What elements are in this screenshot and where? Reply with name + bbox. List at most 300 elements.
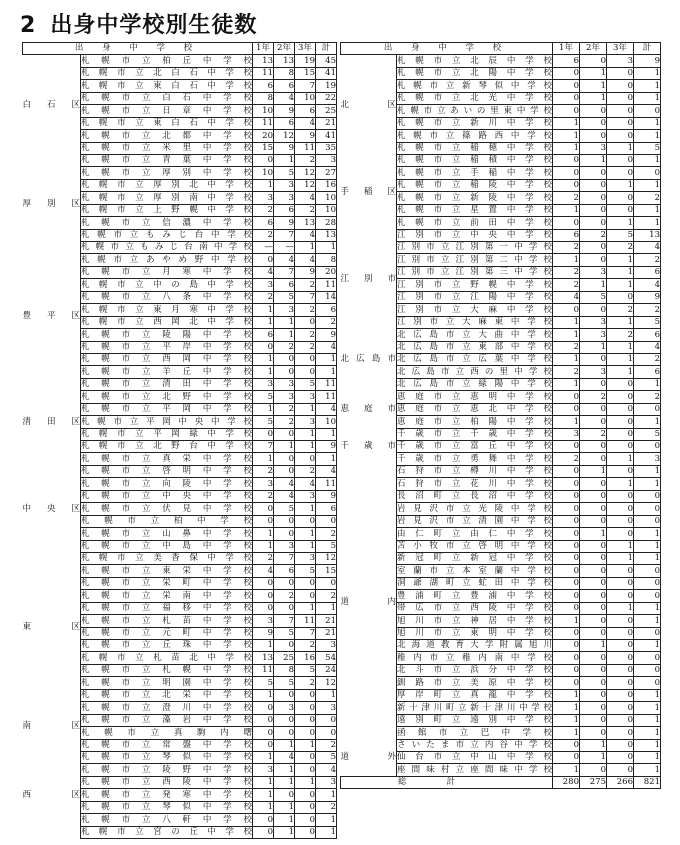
year2-count: 0: [580, 652, 607, 664]
year2-count: 0: [274, 515, 295, 527]
year1-count: 0: [553, 552, 580, 564]
year1-count: 0: [553, 739, 580, 751]
year2-count: 1: [580, 739, 607, 751]
year2-count: 0: [580, 727, 607, 739]
year3-count: 0: [607, 105, 634, 117]
school-name: 札幌市立丘珠中学校: [81, 640, 252, 651]
year3-count: 15: [295, 67, 316, 79]
year2-count: 8: [274, 664, 295, 676]
year1-count: 6: [253, 217, 274, 229]
row-total: 1: [316, 366, 337, 378]
year3-count: 0: [295, 577, 316, 589]
school-name: 札幌市立北野台中学校: [81, 441, 252, 452]
school-name: 札幌市立山鼻中学校: [81, 528, 252, 539]
row-total: 5: [316, 540, 337, 552]
school-name: 旭川市立東明中学校: [397, 628, 552, 639]
row-total: 21: [316, 627, 337, 639]
row-total: 1: [634, 727, 661, 739]
year1-count: 5: [253, 677, 274, 689]
year2-count: 0: [580, 490, 607, 502]
year2-count: 7: [274, 615, 295, 627]
year3-count: 0: [607, 465, 634, 477]
year3-count: 1: [607, 552, 634, 564]
row-total: 1: [634, 416, 661, 428]
district-label: 白石区: [23, 55, 81, 155]
row-total: 21: [316, 615, 337, 627]
grand-total-sum: 821: [634, 776, 661, 788]
row-total: 25: [316, 105, 337, 117]
table-row: [23, 154, 337, 166]
year1-count: 1: [253, 751, 274, 763]
row-total: 1: [634, 528, 661, 540]
year3-count: 3: [295, 391, 316, 403]
row-total: 19: [316, 80, 337, 92]
year1-count: 0: [553, 751, 580, 763]
row-total: 1: [634, 751, 661, 763]
year3-count: 3: [295, 552, 316, 564]
district-label: 北広島市: [341, 329, 397, 391]
year3-count: 0: [607, 528, 634, 540]
year3-count: 10: [295, 92, 316, 104]
table-row: [341, 229, 661, 241]
row-total: 1: [634, 465, 661, 477]
row-total: 1: [634, 615, 661, 627]
district-label: 南区: [23, 702, 81, 752]
section-number: 2: [20, 13, 37, 38]
row-total: 9: [634, 291, 661, 303]
row-total: 3: [316, 640, 337, 652]
year1-count: 1: [553, 702, 580, 714]
school-name: 札幌市立信濃中学校: [81, 217, 252, 228]
district-label: 西区: [23, 751, 81, 838]
year1-count: 0: [553, 67, 580, 79]
row-total: 11: [316, 478, 337, 490]
row-total: 11: [316, 378, 337, 390]
year2-count: 0: [580, 403, 607, 415]
year2-count: 0: [580, 217, 607, 229]
year2-count: 3: [580, 366, 607, 378]
school-name: 札幌市立平岡緑中学校: [81, 429, 252, 440]
year3-count: 1: [607, 266, 634, 278]
row-total: 1: [634, 540, 661, 552]
row-total: 35: [316, 142, 337, 154]
school-name: 札幌市立手稲中学校: [397, 167, 552, 178]
year1-count: 0: [553, 403, 580, 415]
year3-count: 0: [607, 503, 634, 515]
school-name: 札幌市立もみじ台中学校: [81, 230, 252, 241]
school-name: 札幌市立栄南中学校: [81, 590, 252, 601]
row-total: 12: [316, 552, 337, 564]
school-name: 札幌市立琴似中学校: [81, 752, 252, 763]
school-name: 恵庭市立恵北中学校: [397, 404, 552, 415]
year2-count: 0: [580, 453, 607, 465]
year2-count: 4: [274, 490, 295, 502]
year3-count: 0: [607, 80, 634, 92]
school-name: 江別市立野幌中学校: [397, 279, 552, 290]
year2-count: 1: [274, 826, 295, 838]
school-name: 札幌市立発寒中学校: [81, 789, 252, 800]
year3-count: 4: [295, 478, 316, 490]
year1-count: 0: [253, 341, 274, 353]
year3-count: 1: [607, 279, 634, 291]
row-total: 1: [634, 764, 661, 776]
year1-count: 6: [553, 229, 580, 241]
year1-count: 0: [253, 714, 274, 726]
header-total: 計: [316, 43, 337, 55]
year1-count: 2: [253, 291, 274, 303]
year2-count: 0: [580, 167, 607, 179]
year1-count: 1: [253, 316, 274, 328]
school-name: 江別市立中央中学校: [397, 230, 552, 241]
school-name: 札幌市立真栄中学校: [81, 453, 252, 464]
school-name: 札幌市立元町中学校: [81, 628, 252, 639]
year1-count: 0: [253, 503, 274, 515]
year2-count: 0: [580, 254, 607, 266]
row-total: 21: [316, 117, 337, 129]
year2-count: 2: [274, 341, 295, 353]
school-name: 札幌市立八軒中学校: [81, 814, 252, 825]
year3-count: 5: [607, 229, 634, 241]
row-total: 1: [634, 92, 661, 104]
school-name: 旭川市立神居中学校: [397, 615, 552, 626]
row-total: 3: [316, 776, 337, 788]
row-total: 1: [634, 378, 661, 390]
year2-count: 0: [580, 242, 607, 254]
year2-count: 1: [580, 528, 607, 540]
row-total: 11: [316, 391, 337, 403]
year1-count: 2: [553, 242, 580, 254]
district-label: 道内: [341, 465, 397, 739]
row-total: 1: [316, 602, 337, 614]
right-school-table: [340, 42, 661, 789]
row-total: 1: [634, 80, 661, 92]
year1-count: 0: [553, 640, 580, 652]
year1-count: 10: [253, 105, 274, 117]
year2-count: 9: [274, 105, 295, 117]
year3-count: 0: [295, 453, 316, 465]
year1-count: 1: [253, 304, 274, 316]
header-year3: 3年: [607, 43, 634, 55]
year3-count: 12: [295, 167, 316, 179]
row-total: 1: [316, 453, 337, 465]
year2-count: 0: [580, 478, 607, 490]
row-total: 0: [634, 441, 661, 453]
district-label: 東区: [23, 552, 81, 701]
row-total: 0: [634, 652, 661, 664]
year3-count: 2: [295, 640, 316, 652]
year2-count: 0: [274, 366, 295, 378]
year3-count: 1: [607, 366, 634, 378]
year2-count: 2: [580, 391, 607, 403]
school-name: 岩見沢市立光陵中学校: [397, 503, 552, 514]
year3-count: 4: [295, 229, 316, 241]
row-total: 1: [634, 689, 661, 701]
school-name: 札幌市立厚別北中学校: [81, 180, 252, 191]
year1-count: 0: [553, 515, 580, 527]
row-total: 54: [316, 652, 337, 664]
school-name: 座間味村立座間味中学校: [397, 764, 552, 775]
year1-count: 1: [553, 727, 580, 739]
school-name: 札幌市立明園中学校: [81, 677, 252, 688]
year2-count: 6: [274, 279, 295, 291]
year2-count: 4: [274, 92, 295, 104]
row-total: 1: [634, 217, 661, 229]
year3-count: 0: [607, 378, 634, 390]
row-total: 0: [316, 515, 337, 527]
school-name: 札幌市立新琴似中学校: [397, 80, 552, 91]
year3-count: 1: [607, 142, 634, 154]
row-total: 9: [316, 490, 337, 502]
district-label: 厚別区: [23, 154, 81, 254]
district-label: 道外: [341, 739, 397, 776]
school-name: 札幌市立北栄中学校: [81, 690, 252, 701]
year3-count: 0: [607, 92, 634, 104]
row-total: 10: [316, 192, 337, 204]
year3-count: 1: [295, 602, 316, 614]
row-total: 9: [316, 329, 337, 341]
row-total: 0: [634, 590, 661, 602]
year2-count: 1: [274, 154, 295, 166]
school-name: 帯広市立西陵中学校: [397, 603, 552, 614]
year3-count: 3: [295, 490, 316, 502]
year3-count: 2: [607, 242, 634, 254]
year1-count: 0: [253, 602, 274, 614]
year2-count: 0: [580, 627, 607, 639]
school-name: 札幌市立栄町中学校: [81, 578, 252, 589]
year2-count: 13: [274, 55, 295, 67]
year2-count: 0: [580, 105, 607, 117]
year3-count: 0: [607, 565, 634, 577]
year2-count: 1: [580, 465, 607, 477]
row-total: 0: [634, 664, 661, 676]
row-total: 0: [634, 565, 661, 577]
school-name: 札幌市立北野中学校: [81, 391, 252, 402]
year3-count: 11: [295, 615, 316, 627]
year1-count: 1: [553, 615, 580, 627]
row-total: 9: [634, 55, 661, 67]
year2-count: 1: [580, 640, 607, 652]
year1-count: 2: [253, 204, 274, 216]
school-name: 札幌市立北都中学校: [81, 130, 252, 141]
school-name: 新十津川町立新十津川中学校: [397, 702, 552, 713]
school-name: 札幌市立札幌中学校: [81, 665, 252, 676]
year1-count: 3: [253, 764, 274, 776]
year3-count: 2: [295, 204, 316, 216]
year2-count: 7: [274, 229, 295, 241]
year3-count: 2: [295, 304, 316, 316]
header-school: 出 身 中 学 校: [23, 43, 253, 55]
year1-count: 1: [553, 329, 580, 341]
school-name: 札幌市立東白石中学校: [81, 80, 252, 91]
table-row: [23, 702, 337, 714]
year1-count: 0: [553, 528, 580, 540]
year2-count: 6: [274, 80, 295, 92]
year3-count: 4: [295, 192, 316, 204]
year3-count: 0: [607, 652, 634, 664]
row-total: 1: [634, 739, 661, 751]
year2-count: 3: [274, 304, 295, 316]
row-total: 8: [316, 254, 337, 266]
year3-count: 0: [607, 764, 634, 776]
row-total: 2: [634, 254, 661, 266]
year2-count: —: [274, 242, 295, 254]
row-total: 1: [316, 428, 337, 440]
year3-count: 0: [607, 441, 634, 453]
year2-count: 5: [274, 503, 295, 515]
row-total: 10: [316, 204, 337, 216]
row-total: 4: [634, 242, 661, 254]
year2-count: 0: [580, 714, 607, 726]
year3-count: 2: [607, 304, 634, 316]
row-total: 1: [634, 117, 661, 129]
year2-count: 0: [580, 565, 607, 577]
year3-count: 0: [295, 814, 316, 826]
year2-count: 5: [580, 291, 607, 303]
year2-count: 3: [580, 142, 607, 154]
year2-count: 6: [274, 204, 295, 216]
year1-count: 4: [253, 266, 274, 278]
school-name: 札幌市立厚別南中学校: [81, 192, 252, 203]
year2-count: 6: [274, 117, 295, 129]
year3-count: 7: [295, 627, 316, 639]
year2-count: 0: [580, 515, 607, 527]
school-name: 札幌市立東栄中学校: [81, 565, 252, 576]
year2-count: 3: [580, 329, 607, 341]
year2-count: 0: [580, 179, 607, 191]
year2-count: 2: [274, 590, 295, 602]
school-name: 長沼町立長沼中学校: [397, 491, 552, 502]
year2-count: 0: [274, 453, 295, 465]
year2-count: 0: [580, 764, 607, 776]
row-total: 0: [316, 727, 337, 739]
year2-count: 3: [274, 540, 295, 552]
year3-count: 1: [607, 453, 634, 465]
year1-count: 0: [253, 515, 274, 527]
year3-count: 0: [607, 515, 634, 527]
year3-count: 0: [607, 391, 634, 403]
row-total: 4: [316, 465, 337, 477]
row-total: 0: [634, 503, 661, 515]
year3-count: 0: [295, 515, 316, 527]
table-row: [341, 465, 661, 477]
school-name: 千歳市立富丘中学校: [397, 441, 552, 452]
school-name: 石狩市立樽川中学校: [397, 466, 552, 477]
year1-count: 2: [553, 341, 580, 353]
year3-count: 0: [607, 751, 634, 763]
school-name: 札幌市立あいの里東中学校: [397, 105, 552, 116]
school-name: 札幌市立平岡中央中学校: [81, 416, 252, 427]
table-row: [341, 154, 661, 166]
school-name: 厚岸町立真龍中学校: [397, 690, 552, 701]
grand-total-year1: 280: [553, 776, 580, 788]
year3-count: 0: [607, 689, 634, 701]
year3-count: 0: [607, 702, 634, 714]
year2-count: 7: [274, 266, 295, 278]
year1-count: 1: [253, 540, 274, 552]
district-label: 中央区: [23, 465, 81, 552]
school-name: 遠別町立遠別中学校: [397, 715, 552, 726]
school-name: 北斗市立浜分中学校: [397, 665, 552, 676]
school-name: 札幌市立伏見中学校: [81, 503, 252, 514]
year3-count: 1: [295, 528, 316, 540]
year1-count: 0: [253, 702, 274, 714]
row-total: 1: [634, 204, 661, 216]
year3-count: 0: [607, 67, 634, 79]
year1-count: 1: [553, 689, 580, 701]
school-name: 由仁町立由仁中学校: [397, 528, 552, 539]
school-name: 札幌市立前田中学校: [397, 217, 552, 228]
year1-count: 2: [253, 490, 274, 502]
year1-count: 1: [553, 117, 580, 129]
year3-count: 2: [295, 677, 316, 689]
year1-count: 0: [553, 664, 580, 676]
year3-count: 2: [295, 154, 316, 166]
year2-count: 1: [580, 67, 607, 79]
year3-count: 0: [607, 714, 634, 726]
year2-count: 3: [274, 391, 295, 403]
year3-count: 5: [295, 664, 316, 676]
year3-count: 0: [295, 826, 316, 838]
year3-count: 1: [607, 341, 634, 353]
year3-count: 1: [295, 403, 316, 415]
title-text: 出身中学校別生徒数: [50, 13, 258, 38]
year2-count: 2: [274, 416, 295, 428]
year1-count: 0: [553, 627, 580, 639]
table-row: [23, 55, 337, 67]
year2-count: 25: [274, 652, 295, 664]
year2-count: 0: [580, 416, 607, 428]
row-total: 2: [316, 801, 337, 813]
school-name: 札幌市立澄川中学校: [81, 702, 252, 713]
year2-count: 1: [580, 279, 607, 291]
school-name: 稚内市立稚内南中学校: [397, 652, 552, 663]
year1-count: 6: [253, 329, 274, 341]
school-name: 札幌市立上野幌中学校: [81, 205, 252, 216]
year2-count: 0: [580, 441, 607, 453]
school-name: 札幌市立新陵中学校: [397, 192, 552, 203]
row-total: 41: [316, 130, 337, 142]
year1-count: 1: [253, 640, 274, 652]
header-year1: 1年: [553, 43, 580, 55]
school-name: 岩見沢市立清園中学校: [397, 516, 552, 527]
year3-count: 0: [295, 801, 316, 813]
year1-count: 1: [253, 776, 274, 788]
year1-count: 4: [553, 291, 580, 303]
school-name: 豊浦町立豊浦中学校: [397, 590, 552, 601]
school-name: 釧路市立美原中学校: [397, 677, 552, 688]
grand-total-year2: 275: [580, 776, 607, 788]
row-total: 0: [634, 490, 661, 502]
year2-count: 0: [580, 664, 607, 676]
year1-count: 1: [553, 378, 580, 390]
header-year3: 3年: [295, 43, 316, 55]
grand-total-row: [341, 776, 661, 788]
school-name: 札幌市立西岡中学校: [81, 354, 252, 365]
year3-count: 1: [607, 254, 634, 266]
row-total: 1: [316, 689, 337, 701]
year2-count: 1: [274, 739, 295, 751]
year1-count: 0: [253, 739, 274, 751]
school-name: 洞爺湖町立虻田中学校: [397, 578, 552, 589]
district-label: 恵庭市: [341, 391, 397, 428]
year1-count: 0: [253, 826, 274, 838]
year3-count: 0: [295, 727, 316, 739]
row-total: 1: [634, 154, 661, 166]
year2-count: 5: [274, 167, 295, 179]
year1-count: —: [253, 242, 274, 254]
year3-count: 0: [295, 714, 316, 726]
year1-count: 8: [253, 92, 274, 104]
